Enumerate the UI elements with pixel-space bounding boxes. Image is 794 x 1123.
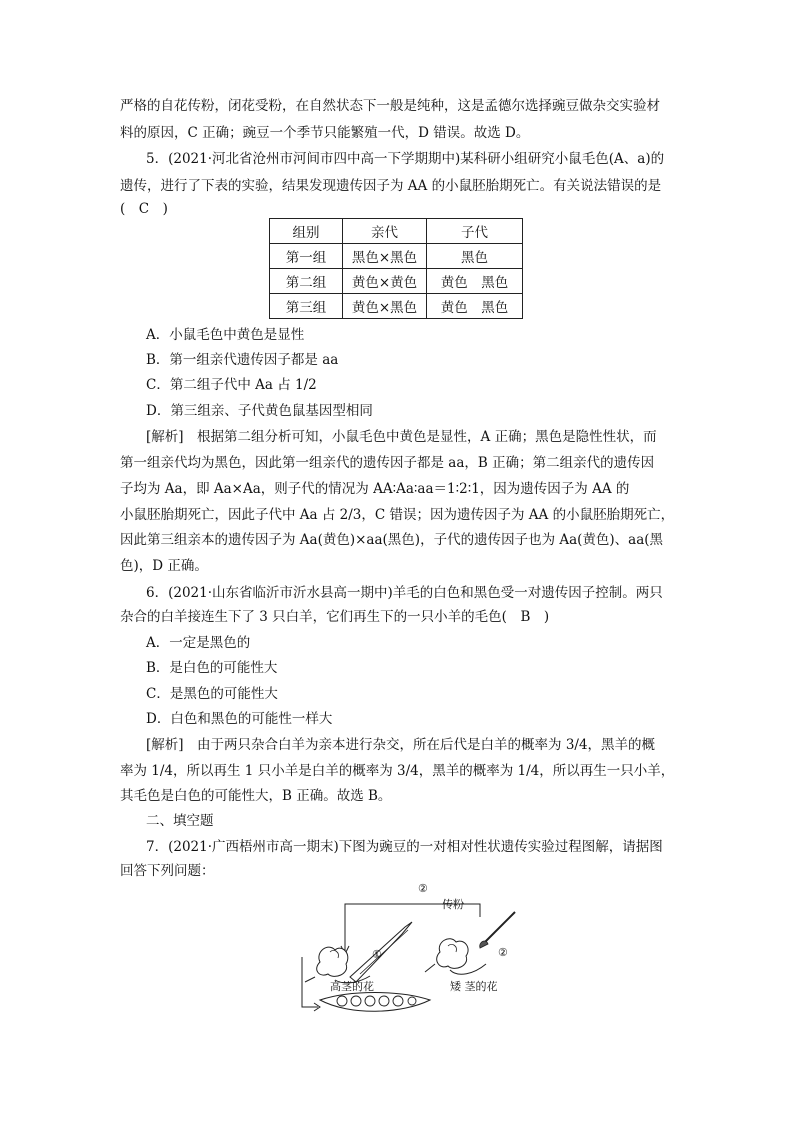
question-7-stem: 回答下列问题： [120, 863, 215, 879]
table-cell: 黄色×黑色 [343, 294, 427, 319]
table-cell: 黄色×黄色 [343, 269, 427, 294]
pea-pollination-figure [290, 882, 530, 1022]
table-cell: 黑色 [427, 244, 523, 269]
label-pollinate: 传粉 [442, 898, 464, 911]
answer-paren: ( C ) [120, 201, 168, 217]
analysis-line: 率为 1/4，所以再生 1 只小羊是白羊的概率为 3/4，黑羊的概率为 1/4，所以再生一只小羊， [120, 763, 675, 779]
table-row [270, 294, 523, 319]
option-b: B．是白色的可能性大 [146, 660, 278, 676]
option-d: D．第三组亲、子代黄色鼠基因型相同 [146, 403, 373, 419]
text-line: 遗传，进行了下表的实验，结果发现遗传因子为 AA 的小鼠胚胎期死亡。有关说法错误的是 [120, 178, 662, 194]
text-line: 严格的自花传粉，闭花受粉，在自然状态下一般是纯种，这是孟德尔选择豌豆做杂交实验材 [120, 98, 660, 114]
option-a: A．小鼠毛色中黄色是显性 [146, 327, 305, 343]
question-5-stem: 5．(2021·河北省沧州市河间市四中高一下学期期中)某科研小组研究小鼠毛色(A、a)的 [146, 151, 665, 167]
analysis-line: [解析] 根据第二组分析可知，小鼠毛色中黄色是显性，A 正确；黑色是隐性性状，而 [146, 429, 657, 445]
option-a: A．一定是黑色的 [146, 635, 251, 651]
label-circle-2: ② [498, 946, 508, 959]
question-7-stem: 7．(2021·广西梧州市高一期末)下图为豌豆的一对相对性状遗传实验过程图解，请据图 [146, 839, 663, 855]
analysis-line: 因此第三组亲本的遗传因子为 Aa(黄色)×aa(黑色)，子代的遗传因子也为 Aa(黄色)、aa(黑 [120, 532, 664, 548]
table-cell: 黑色×黑色 [343, 244, 427, 269]
text-line: 料的原因，C 正确；豌豆一个季节只能繁殖一代，D 错误。故选 D。 [120, 125, 530, 141]
pollination-diagram [290, 882, 530, 1022]
analysis-line: 小鼠胚胎期死亡，因此子代中 Aa 占 2/3，C 错误；因为遗传因子为 AA 的小鼠胚胎期死亡， [120, 507, 675, 523]
table-header-cell: 亲代 [343, 219, 427, 244]
analysis-line: 色)，D 正确。 [120, 558, 208, 574]
question-6-stem: 6．(2021·山东省临沂市沂水县高一期中)羊毛的白色和黑色受一对遗传因子控制。两只 [146, 585, 663, 601]
option-c: C．是黑色的可能性大 [146, 686, 278, 702]
table-cell: 第一组 [270, 244, 343, 269]
table-row [270, 269, 523, 294]
table-cell: 黄色 黑色 [427, 269, 523, 294]
option-c: C．第二组子代中 Aa 占 1/2 [146, 377, 317, 393]
table-cell: 第三组 [270, 294, 343, 319]
question-6-stem: 杂合的白羊接连生下了 3 只白羊，它们再生下的一只小羊的毛色( B ) [120, 609, 550, 625]
table-row [270, 244, 523, 269]
label-circle-2-top: ② [418, 882, 428, 895]
table-header-cell: 子代 [427, 219, 523, 244]
label-short-flower: 矮 茎的花 [450, 980, 498, 993]
option-b: B．第一组亲代遗传因子都是 aa [146, 352, 339, 368]
label-circle-1: ① [372, 948, 382, 961]
section-heading: 二、填空题 [146, 813, 214, 829]
experiment-table [269, 218, 523, 319]
option-d: D．白色和黑色的可能性一样大 [146, 711, 333, 727]
analysis-line: 第一组亲代均为黑色，因此第一组亲代的遗传因子都是 aa，B 正确；第二组亲代的遗传因 [120, 455, 655, 471]
table-cell: 第二组 [270, 269, 343, 294]
analysis-line: 其毛色是白色的可能性大，B 正确。故选 B。 [120, 788, 392, 804]
table-header-row [270, 219, 523, 244]
table-cell: 黄色 黑色 [427, 294, 523, 319]
table-header-cell: 组别 [270, 219, 343, 244]
analysis-line: 子均为 Aa，即 Aa×Aa，则子代的情况为 AA∶Aa∶aa＝1∶2∶1，因为遗传因子为 AA 的 [120, 481, 630, 497]
analysis-line: [解析] 由于两只杂合白羊为亲本进行杂交，所在后代是白羊的概率为 3/4，黑羊的概 [146, 737, 656, 753]
label-tall-flower: 高茎的花 [330, 980, 374, 993]
